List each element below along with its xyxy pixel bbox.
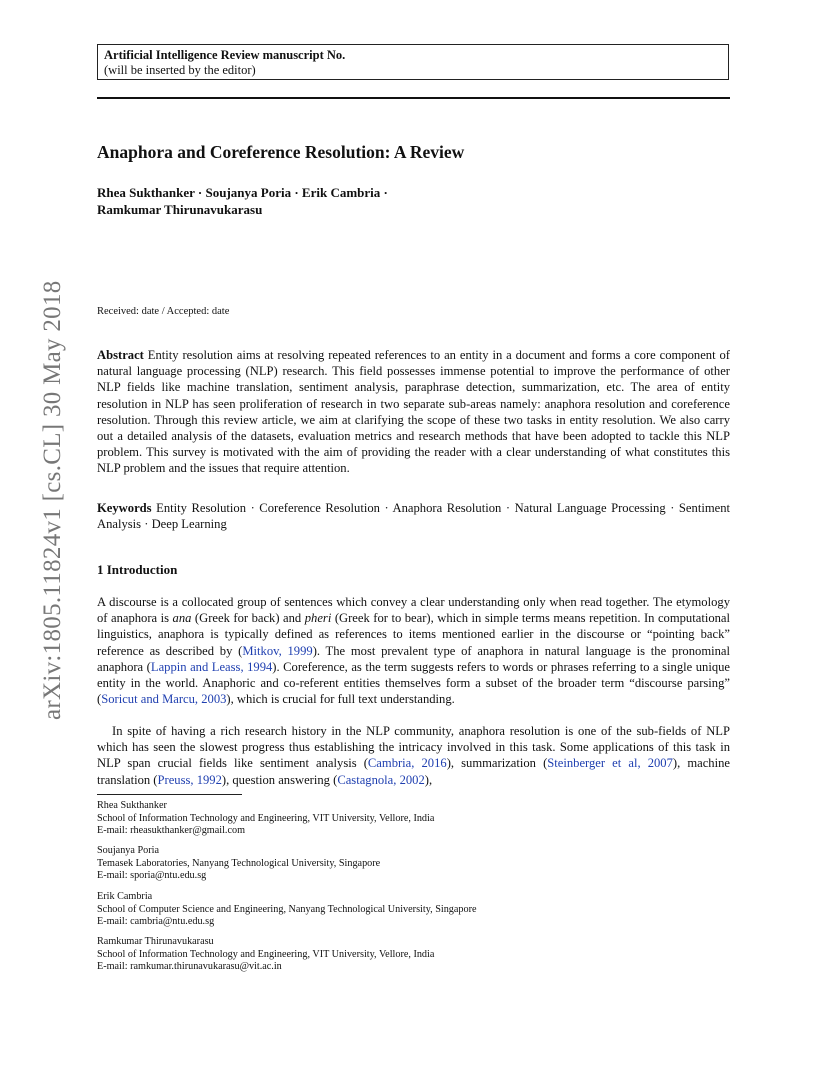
text-run-italic: pheri	[304, 611, 332, 626]
citation-link[interactable]: Lappin and Leass, 1994	[150, 659, 273, 674]
affiliation-email: E-mail: sporia@ntu.edu.sg	[97, 870, 207, 882]
citation-link[interactable]: Preuss, 1992	[157, 772, 222, 787]
keywords-label: Keywords	[97, 501, 152, 515]
affiliation-name: Soujanya Poria	[97, 845, 159, 856]
affiliation-block	[97, 800, 730, 838]
text-run: ), machine translation (	[97, 756, 730, 787]
affiliation-institution: School of Computer Science and Engineering, Nanyang Technological University, Singapore	[97, 903, 477, 915]
intro-paragraph-1	[97, 594, 730, 707]
affiliation-institution: School of Information Technology and Engineering, VIT University, Vellore, India	[97, 948, 435, 960]
affiliation-block	[97, 891, 730, 929]
text-run: ), which is crucial for full text understanding.	[226, 692, 455, 707]
paper-title: Anaphora and Coreference Resolution: A Review	[97, 142, 465, 162]
citation-link[interactable]: Cambria, 2016	[367, 756, 447, 771]
intro-paragraph-2	[97, 723, 730, 788]
text-run: ). The most prevalent type of anaphora in natural language is the pronominal anaphora (	[97, 643, 730, 674]
text-run: In spite of having a rich research history in the NLP community, anaphora resolution is one of the sub-fields of NLP which has seen the slowest progress thus establishing the intricacy involved in this task. Some applications of this task in NLP span crucial fields like sentiment analysis (	[97, 724, 730, 771]
citation-link[interactable]: Castagnola, 2002	[337, 772, 425, 787]
affiliation-institution: School of Information Technology and Engineering, VIT University, Vellore, India	[97, 812, 435, 824]
affiliation-email: E-mail: ramkumar.thirunavukarasu@vit.ac.in	[97, 961, 282, 973]
text-run: ), question answering (	[221, 772, 338, 787]
affiliation-name: Ramkumar Thirunavukarasu	[97, 936, 214, 947]
abstract-text: Entity resolution aims at resolving repeated references to an entity in a document and forms a core component of natural language processing (NLP) research. This field possesses immense potential to improve the performance of other NLP fields like machine translation, sentiment analysis, paraphrase detection, summarization, etc. The area of entity resolution in NLP has seen proliferation of research in two separate sub-areas namely: anaphora resolution and coreference resolution. Through this review article, we aim at clarifying the scope of these two tasks in entity resolution. We also carry out a detailed analysis of the datasets, evaluation metrics and research methods that have been adopted to tackle this NLP problem. This survey is motivated with the aim of providing the reader with a clear understanding of what constitutes this NLP problem and the issues that require attention.	[97, 348, 730, 476]
journal-header-title: Artificial Intelligence Review manuscript No.	[104, 48, 346, 62]
text-run: ), summarization (	[446, 756, 548, 771]
affiliation-name: Rhea Sukthanker	[97, 800, 167, 811]
affiliation-block	[97, 936, 730, 974]
journal-header-box	[97, 44, 729, 80]
header-rule	[97, 97, 730, 99]
abstract	[97, 347, 730, 477]
citation-link[interactable]: Mitkov, 1999	[242, 643, 313, 658]
section-heading: 1 Introduction	[97, 562, 178, 577]
affiliation-institution: Temasek Laboratories, Nanyang Technological University, Singapore	[97, 857, 381, 869]
text-run: A discourse is a collocated group of sentences which convey a clear understanding only when read together. The etymology of anaphora is	[97, 595, 730, 626]
affiliation-email: E-mail: rheasukthanker@gmail.com	[97, 825, 245, 837]
arxiv-stamp: arXiv:1805.11824v1 [cs.CL] 30 May 2018	[39, 280, 66, 720]
journal-header-subtitle: (will be inserted by the editor)	[104, 63, 256, 77]
affiliation-name: Erik Cambria	[97, 891, 153, 902]
affiliation-email: E-mail: cambria@ntu.edu.sg	[97, 916, 215, 928]
footnote-rule	[97, 794, 242, 795]
citation-link[interactable]: Soricut and Marcu, 2003	[101, 692, 227, 707]
text-run: (Greek for to bear), which in simple terms means repetition. In computational linguistics, anaphora is typically defined as references to items mentioned earlier in the discourse or “pointing back” reference as described by (	[97, 611, 731, 658]
text-run: ),	[424, 772, 433, 787]
citation-link[interactable]: Steinberger et al, 2007	[547, 756, 673, 771]
author-list	[97, 184, 617, 218]
abstract-label: Abstract	[97, 348, 144, 362]
authors-line-2: Ramkumar Thirunavukarasu	[97, 202, 263, 217]
text-run: (Greek for back) and	[191, 611, 305, 626]
affiliation-block	[97, 845, 730, 883]
text-run: ). Coreference, as the term suggests refers to words or phrases referring to a single unique entity in the world. Anaphoric and co-referent entities themselves form a subset of the broader term “discourse parsing” (	[97, 659, 731, 707]
text-run-italic: ana	[172, 611, 192, 626]
keywords-text: Entity Resolution · Coreference Resolution · Anaphora Resolution · Natural Language Processing · Sentiment Analysis · Deep Learning	[97, 501, 730, 532]
received-date: Received: date / Accepted: date	[97, 306, 230, 317]
authors-line-1: Rhea Sukthanker · Soujanya Poria · Erik Cambria ·	[97, 185, 388, 200]
keywords	[97, 500, 730, 532]
